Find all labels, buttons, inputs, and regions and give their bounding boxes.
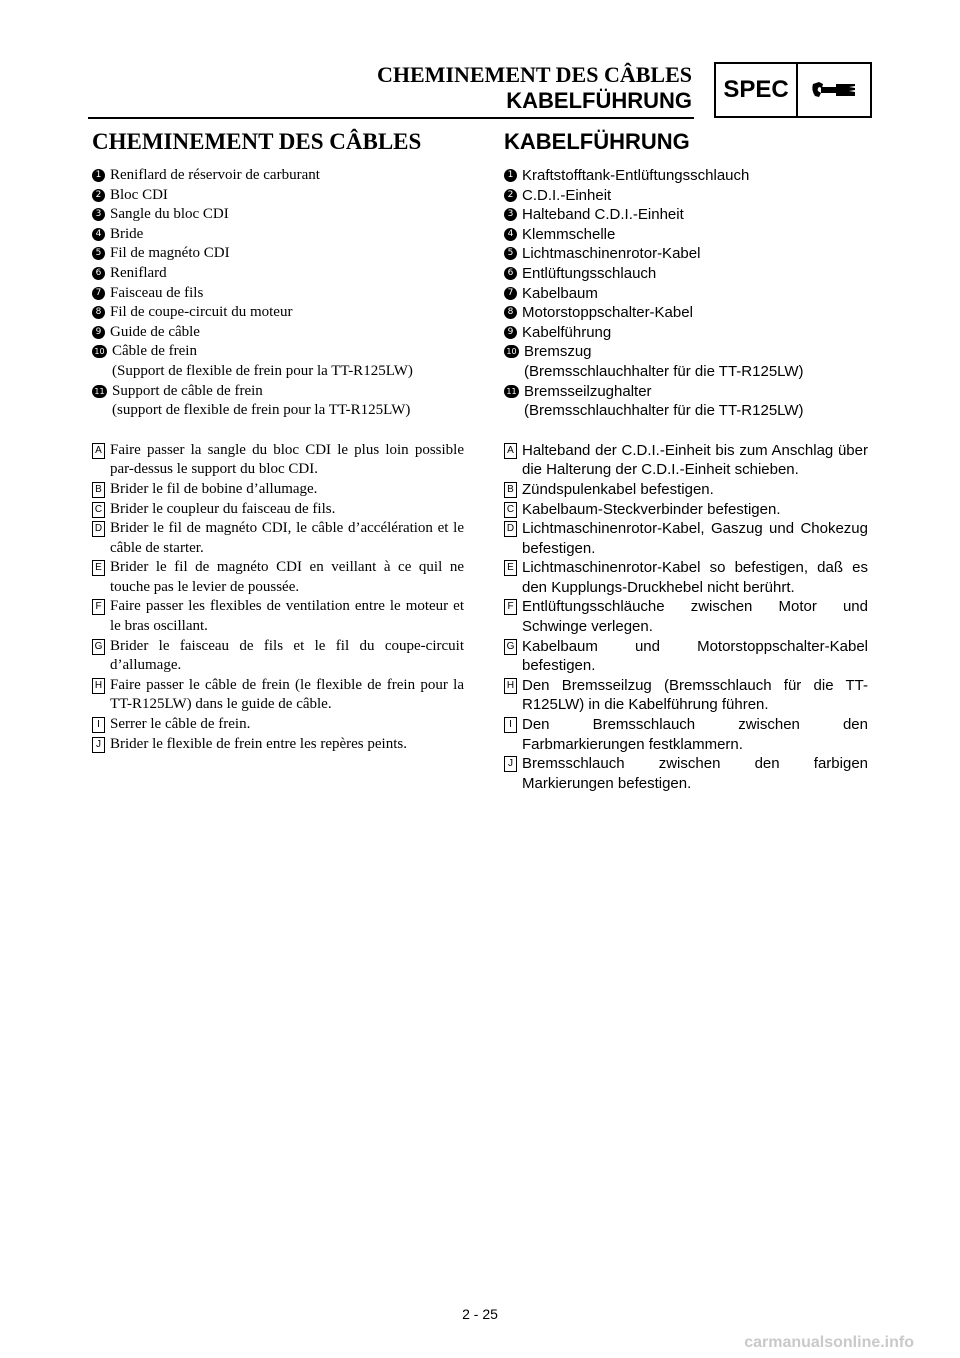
number-badge: 5 [92,247,105,260]
note-item [92,558,464,597]
number-badge: 2 [504,189,517,202]
item-sub: (Bremsschlauchhalter für die TT-R125LW) [524,402,804,420]
number-badge: 11 [92,385,107,398]
parts-list-de [504,166,868,421]
note-text: Kabelbaum und Motorstoppschalter-Kabel befestigen. [522,637,868,675]
item-text [112,342,464,381]
item-main: Bremsseilzughalter [524,382,652,400]
item-text: Fil de coupe-circuit du moteur [110,304,293,321]
note-text: Entlüftungsschläuche zwischen Motor und Schwinge verlegen. [522,598,868,636]
list-item [504,205,868,225]
list-item [92,303,464,323]
wrench-icon [798,64,870,116]
letter-badge: F [504,599,517,615]
note-item [504,637,868,676]
list-item [92,225,464,245]
list-item [504,264,868,284]
item-main: Bremszug [524,343,592,361]
page-number: 2 - 25 [462,1306,498,1322]
letter-badge: I [504,717,517,733]
list-item [504,244,868,264]
note-item [92,735,464,755]
list-item [504,303,868,323]
note-text: Brider le fil de magnéto CDI en veillant à ce quil ne touche pas le levier de poussée. [110,559,464,595]
number-badge: 7 [504,287,517,300]
number-badge: 2 [92,189,105,202]
number-badge: 11 [504,385,519,398]
note-text: Serrer le câble de frein. [110,716,251,733]
note-text: Brider le flexible de frein entre les repères peints. [110,735,407,752]
item-text: Halteband C.D.I.-Einheit [522,206,684,224]
list-item [92,264,464,284]
item-sub: (Support de flexible de frein pour la TT-R125LW) [112,362,413,379]
list-item [92,382,464,421]
list-item [92,244,464,264]
item-text: Faisceau de fils [110,284,204,301]
number-badge: 9 [504,326,517,339]
item-text [524,342,868,381]
list-item [504,284,868,304]
note-item [92,519,464,558]
list-item [92,342,464,381]
letter-badge: J [504,756,517,772]
note-text: Lichtmaschinenrotor-Kabel so befestigen, daß es den Kupplungs-Druckhebel nicht berührt. [522,559,868,596]
item-text: Kabelführung [522,323,612,341]
note-item [92,597,464,636]
letter-badge: H [504,678,517,694]
letter-badge: B [504,482,517,498]
note-text: Brider le faisceau de fils et le fil du coupe-circuit d’allumage. [110,637,464,674]
number-badge: 5 [504,247,517,260]
list-item [92,186,464,206]
note-text: Brider le coupleur du faisceau de fils. [110,500,336,517]
item-text: Reniflard de réservoir de carburant [110,167,320,183]
number-badge: 3 [504,208,517,221]
letter-badge: C [92,502,105,518]
letter-badge: A [504,443,517,459]
header-title-fr: CHEMINEMENT DES CÂBLES [377,62,692,87]
list-item [504,166,868,186]
item-text: C.D.I.-Einheit [522,186,612,204]
list-item [504,382,868,421]
letter-badge: F [92,599,105,615]
letter-badge: E [92,560,105,576]
header-title-de: KABELFÜHRUNG [506,88,692,113]
letter-badge: J [92,737,105,753]
note-text: Kabelbaum-Steckverbinder befestigen. [522,500,781,518]
spec-badge [714,62,872,118]
number-badge: 1 [92,169,105,182]
note-item [504,519,868,558]
item-sub: (support de flexible de frein pour la TT-R125LW) [112,402,411,419]
item-text: Guide de câble [110,323,200,340]
parts-list-fr [92,166,464,421]
note-item [92,480,464,500]
item-text [524,382,868,421]
number-badge: 10 [92,345,107,358]
note-text: Zündspulenkabel befestigen. [522,480,714,498]
list-item [504,342,868,381]
note-text: Halteband der C.D.I.-Einheit bis zum Anschlag über die Halterung der C.D.I.-Einheit schieben. [522,441,868,479]
letter-badge: E [504,560,517,576]
column-french [92,128,464,754]
item-text [112,382,464,421]
note-text: Bremsschlauch zwischen den farbigen Markierungen befestigen. [522,755,868,792]
number-badge: 8 [92,306,105,319]
note-text: Den Bremsschlauch zwischen den Farbmarkierungen festklammern. [522,716,868,753]
section-heading-de: KABELFÜHRUNG [504,129,690,154]
note-text: Brider le fil de bobine d’allumage. [110,480,318,497]
letter-badge: D [504,521,517,537]
item-text: Kraftstofftank-Entlüftungsschlauch [522,167,750,184]
header-rule [88,117,694,119]
watermark: carmanualsonline.info [744,1334,914,1351]
notes-list-de [504,441,868,794]
note-item [504,676,868,715]
note-item [92,441,464,480]
note-text: Brider le fil de magnéto CDI, le câble d’accélération et le câble de starter. [110,520,464,556]
note-item [504,597,868,636]
item-sub: (Bremsschlauchhalter für die TT-R125LW) [524,362,804,380]
item-text: Motorstoppschalter-Kabel [522,304,693,322]
number-badge: 9 [92,326,105,339]
number-badge: 8 [504,306,517,319]
item-main: Câble de frein [112,343,197,360]
number-badge: 1 [504,169,517,182]
section-heading-fr: CHEMINEMENT DES CÂBLES [92,129,422,154]
item-text: Klemmschelle [522,225,616,243]
note-item [504,480,868,500]
list-item [92,166,464,186]
note-item [504,558,868,597]
note-text: Faire passer la sangle du bloc CDI le plus loin possible par-dessus le support du bloc CDI. [110,441,464,478]
letter-badge: C [504,502,517,518]
note-item [504,754,868,793]
note-item [92,715,464,735]
list-item [504,225,868,245]
letter-badge: A [92,443,105,459]
list-item [92,284,464,304]
item-text: Lichtmaschinenrotor-Kabel [522,245,701,263]
note-text: Faire passer le câble de frein (le flexible de frein pour la TT-R125LW) dans le guide de câble. [110,676,464,713]
item-text: Reniflard [110,264,167,281]
list-item [504,323,868,343]
notes-list-fr [92,441,464,755]
note-text: Lichtmaschinenrotor-Kabel, Gaszug und Chokezug befestigen. [522,520,868,557]
column-german [504,128,868,793]
number-badge: 3 [92,208,105,221]
note-item [92,676,464,715]
note-item [92,637,464,676]
note-text: Den Bremsseilzug (Bremsschlauch für die TT-R125LW) in die Kabelführung führen. [522,676,868,714]
list-item [92,205,464,225]
number-badge: 4 [92,228,105,241]
note-item [504,715,868,754]
list-item [504,186,868,206]
item-text: Bride [110,225,144,242]
letter-badge: G [92,639,105,655]
number-badge: 4 [504,228,517,241]
note-item [504,500,868,520]
item-main: Support de câble de frein [112,382,263,399]
note-text: Faire passer les flexibles de ventilation entre le moteur et le bras oscillant. [110,598,464,635]
letter-badge: G [504,639,517,655]
letter-badge: D [92,521,105,537]
item-text: Bloc CDI [110,186,168,203]
note-item [92,500,464,520]
number-badge: 7 [92,287,105,300]
item-text: Entlüftungsschlauch [522,264,657,282]
spec-label: SPEC [716,64,798,116]
letter-badge: I [92,717,105,733]
item-text: Sangle du bloc CDI [110,206,229,223]
item-text: Kabelbaum [522,284,598,302]
number-badge: 6 [92,267,105,280]
letter-badge: H [92,678,105,694]
number-badge: 10 [504,345,519,358]
note-item [504,441,868,480]
item-text: Fil de magnéto CDI [110,245,230,262]
number-badge: 6 [504,267,517,280]
letter-badge: B [92,482,105,498]
list-item [92,323,464,343]
